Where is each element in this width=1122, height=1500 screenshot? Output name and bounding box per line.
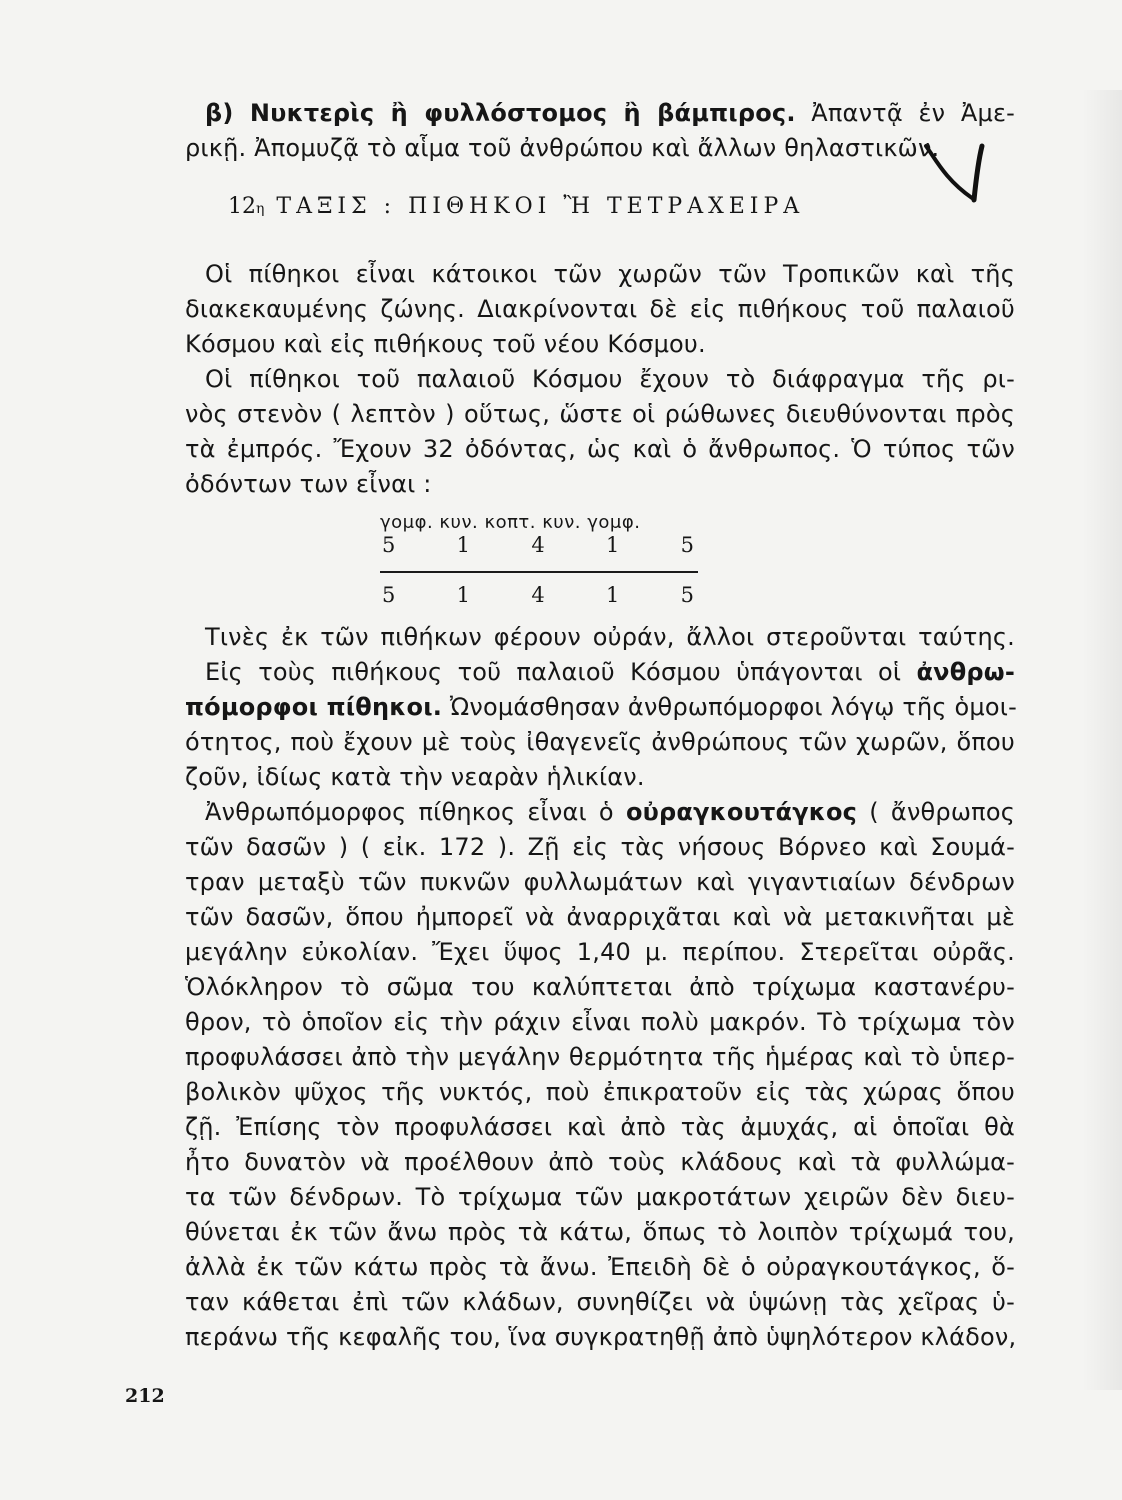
para4-line-2-text: Ὠνομάσθησαν ἀνθρωπόμορφοι λόγῳ τῆς ὁμοι- [442,693,1017,721]
section-b-line-1-text: Ἀπαντᾷ ἐν Ἀμε- [795,99,1015,127]
dental-formula-labels: γομφ. κυν. κοπτ. κυν. γομφ. [380,512,641,533]
para2-line-3: τὰ ἐμπρός. Ἔχουν 32 ὀδόντας, ὡς καὶ ὁ ἄνθρωπος. Ὁ τύπος τῶν [185,435,1015,463]
para5-line-2: τῶν δασῶν ) ( εἰκ. 172 ). Ζῇ εἰς τὰς νήσους Βόρνεο καὶ Σουμά- [185,833,1015,861]
para5-line-14: ἀλλὰ ἐκ τῶν κάτω πρὸς τὰ ἄνω. Ἐπειδὴ δὲ ὁ οὐραγκουτάγκος, ὅ- [185,1253,1015,1281]
term-orangutan: οὐραγκουτάγκος [625,798,858,826]
dental-formula-divider [380,571,698,573]
dental-formula [380,512,700,607]
upper-incisors: 4 [531,533,545,557]
upper-canines: 1 [456,533,471,557]
para4-line-1 [205,655,1015,689]
para4-line-1-text: Εἰς τοὺς πιθήκους τοῦ παλαιοῦ Κόσμου ὑπάγονται οἱ [205,658,917,686]
lower-incisors: 4 [531,583,545,607]
para5-line-11: ἦτο δυνατὸν νὰ προέλθουν ἀπὸ τοὺς κλάδους καὶ τὰ φυλλώμα- [185,1148,1015,1176]
lower-molars: 5 [382,583,396,607]
page-edge-shadow [1082,90,1122,1390]
upper-molars: 5 [382,533,396,557]
lower-canines: 1 [456,583,471,607]
para5-line-6: Ὁλόκληρον τὸ σῶμα του καλύπτεται ἀπὸ τρίχωμα καστανέρυ- [185,973,1015,1001]
term-anthropomorphic-1: ἀνθρω- [916,658,1015,686]
para5-line-13: θύνεται ἐκ τῶν ἄνω πρὸς τὰ κάτω, ὅπως τὸ λοιπὸν τρίχωμά του, [185,1218,1015,1246]
page-number: 212 [125,1385,165,1407]
para5-line-8: προφυλάσσει ἀπὸ τὴν μεγάλην θερμότητα τῆς ἡμέρας καὶ τὸ ὑπερ- [185,1043,1015,1071]
dental-formula-upper-row [380,533,694,557]
para5-line-4: τῶν δασῶν, ὅπου ἠμπορεῖ νὰ ἀναρριχᾶται καὶ νὰ μετακινῆται μὲ [185,903,1015,931]
upper-canines-right: 1 [605,533,620,557]
para5-line-1-text: Ἀνθρωπόμορφος πίθηκος εἶναι ὁ [205,798,626,826]
para5-line-12: τα τῶν δένδρων. Τὸ τρίχωμα τῶν μακροτάτων χειρῶν δὲν διευ- [185,1183,1015,1211]
class-heading [228,194,804,219]
para3-line-1: Τινὲς ἐκ τῶν πιθήκων φέρουν οὐράν, ἄλλοι στεροῦνται ταύτης. [205,623,1015,651]
handwritten-checkmark-icon [922,140,992,210]
para2-line-4: ὀδόντων των εἶναι : [185,470,432,498]
para5-line-10: ζῇ. Ἐπίσης τὸν προφυλάσσει καὶ ἀπὸ τὰς ἀμυχάς, αἱ ὁποῖαι θὰ [185,1113,1015,1141]
lower-molars-right: 5 [680,583,694,607]
para5-line-16: περάνω τῆς κεφαλῆς του, ἵνα συγκρατηθῇ ἀπὸ ὑψηλότερον κλάδον, [185,1323,1017,1351]
para4-line-3: ότητος, ποὺ ἔχουν μὲ τοὺς ἰθαγενεῖς ἀνθρώπους τῶν χωρῶν, ὅπου [185,728,1015,756]
para5-line-5: μεγάλην εὐκολίαν. Ἔχει ὕψος 1,40 μ. περίπου. Στερεῖται οὐρᾶς. [185,938,1015,966]
para5-line-1-tail: ( ἄνθρωπος [857,798,1015,826]
para5-line-9: βολικὸν ψῦχος τῆς νυκτός, ποὺ ἐπικρατοῦν εἰς τὰς χώρας ὅπου [185,1078,1015,1106]
section-b-line-1 [205,96,1015,130]
para5-line-1 [205,795,1015,829]
heading-text: ΤΑΞΙΣ : ΠΙΘΗΚΟΙ Ἢ ΤΕΤΡΑΧΕΙΡΑ [276,194,805,219]
term-anthropomorphic-2: πόμορφοι πίθηκοι. [185,693,443,721]
heading-ordinal: 12 [228,194,256,219]
para5-line-3: τραν μεταξὺ τῶν πυκνῶν φυλλωμάτων καὶ γιγαντιαίων δένδρων [185,868,1015,896]
para4-line-4: ζοῦν, ἰδίως κατὰ τὴν νεαρὰν ἡλικίαν. [185,763,645,791]
upper-molars-right: 5 [680,533,694,557]
section-b-line-2: ρικῇ. Ἀπομυζᾷ τὸ αἷμα τοῦ ἀνθρώπου καὶ ἄλλων θηλαστικῶν. [185,134,940,162]
para5-line-7: θρον, τὸ ὁποῖον εἰς τὴν ράχιν εἶναι πολὺ μακρόν. Τὸ τρίχωμα τὸν [185,1008,1015,1036]
para2-line-2: νὸς στενὸν ( λεπτὸν ) οὕτως, ὥστε οἱ ρώθωνες διευθύνονται πρὸς [185,400,1015,428]
para1-line-3: Κόσμου καὶ εἰς πιθήκους τοῦ νέου Κόσμου. [185,330,706,358]
para1-line-2: διακεκαυμένης ζώνης. Διακρίνονται δὲ εἰς πιθήκους τοῦ παλαιοῦ [185,295,1015,323]
heading-ordinal-suffix: η [256,201,265,217]
dental-formula-lower-row [380,583,694,607]
para2-line-1: Οἱ πίθηκοι τοῦ παλαιοῦ Κόσμου ἔχουν τὸ διάφραγμα τῆς ρι- [205,365,1015,393]
para1-line-1: Οἱ πίθηκοι εἶναι κάτοικοι τῶν χωρῶν τῶν Τροπικῶν καὶ τῆς [205,260,1015,288]
section-b-title: β) Νυκτερὶς ἢ φυλλόστομος ἢ βάμπιρος. [205,99,796,127]
para4-line-2 [185,690,1015,724]
para5-line-15: ταν κάθεται ἐπὶ τῶν κλάδων, συνηθίζει νὰ ὑψώνῃ τὰς χεῖρας ὑ- [185,1288,1015,1316]
lower-canines-right: 1 [605,583,620,607]
